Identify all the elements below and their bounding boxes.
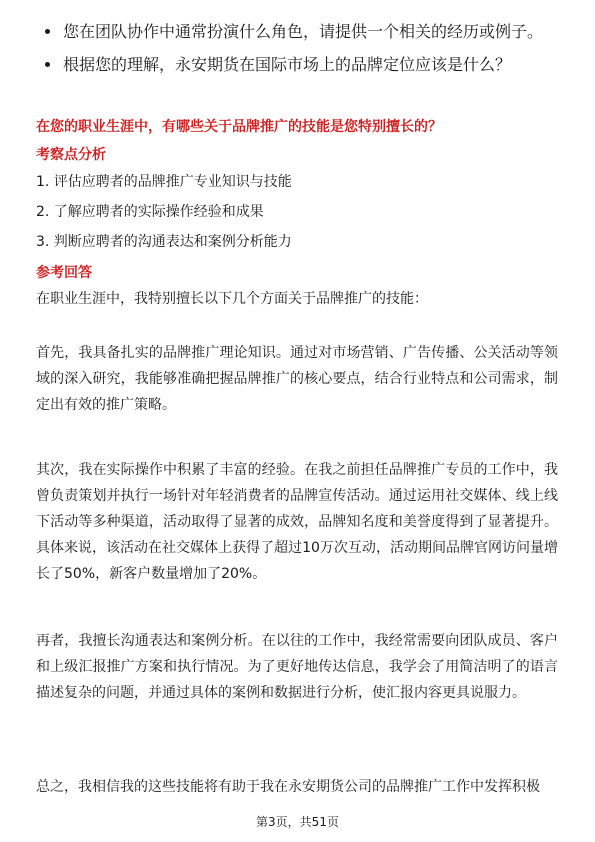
bullet-text: 您在团队协作中通常扮演什么角色，请提供一个相关的经历或例子。 [63, 22, 544, 41]
analysis-item: 3. 判断应聘者的沟通表达和案例分析能力 [36, 234, 292, 250]
answer-paragraph-3: 再者，我擅长沟通表达和案例分析。在以往的工作中，我经常需要向团队成员、客户和上级汇报推广方案和执行情况。为了更好地传达信息，我学会了用简洁明了的语言描述复杂的问题，并通过具体的案例和数据进行分析，使汇报内容更具说服力。 [36, 633, 558, 701]
question-bullet-list [36, 20, 556, 86]
analysis-item: 1. 评估应聘者的品牌推广专业知识与技能 [36, 174, 292, 190]
answer-paragraph-4: 总之，我相信我的这些技能将有助于我在永安期货公司的品牌推广工作中发挥积极 [36, 779, 540, 795]
answer-paragraph-1: 首先，我具备扎实的品牌推广理论知识。通过对市场营销、广告传播、公关活动等领域的深入研究，我能够准确把握品牌推广的核心要点，结合行业特点和公司需求，制定出有效的推广策略。 [36, 345, 558, 413]
analysis-heading: 考察点分析 [36, 147, 106, 163]
bullet-dot-icon [45, 62, 50, 67]
question-heading: 在您的职业生涯中，有哪些关于品牌推广的技能是您特别擅长的？ [36, 119, 442, 135]
answer-paragraph-intro: 在职业生涯中，我特别擅长以下几个方面关于品牌推广的技能： [36, 291, 428, 307]
bullet-item [36, 20, 556, 43]
bullet-item [36, 53, 556, 76]
analysis-item: 2. 了解应聘者的实际操作经验和成果 [36, 204, 264, 220]
bullet-text: 根据您的理解，永安期货在国际市场上的品牌定位应该是什么？ [63, 55, 512, 74]
answer-heading: 参考回答 [36, 265, 92, 281]
analysis-list [36, 172, 556, 262]
answer-paragraph-2: 其次，我在实际操作中积累了丰富的经验。在我之前担任品牌推广专员的工作中，我曾负责策划并执行一场针对年轻消费者的品牌宣传活动。通过运用社交媒体、线上线下活动等多种渠道，活动取得了显著的成效，品牌知名度和美誉度得到了显著提升。具体来说，该活动在社交媒体上获得了超过10万次互动，活动期间品牌官网访问量增长了50%，新客户数量增加了20%。 [36, 462, 558, 582]
page-number-footer: 第3页，共51页 [256, 815, 339, 829]
bullet-dot-icon [45, 29, 50, 34]
